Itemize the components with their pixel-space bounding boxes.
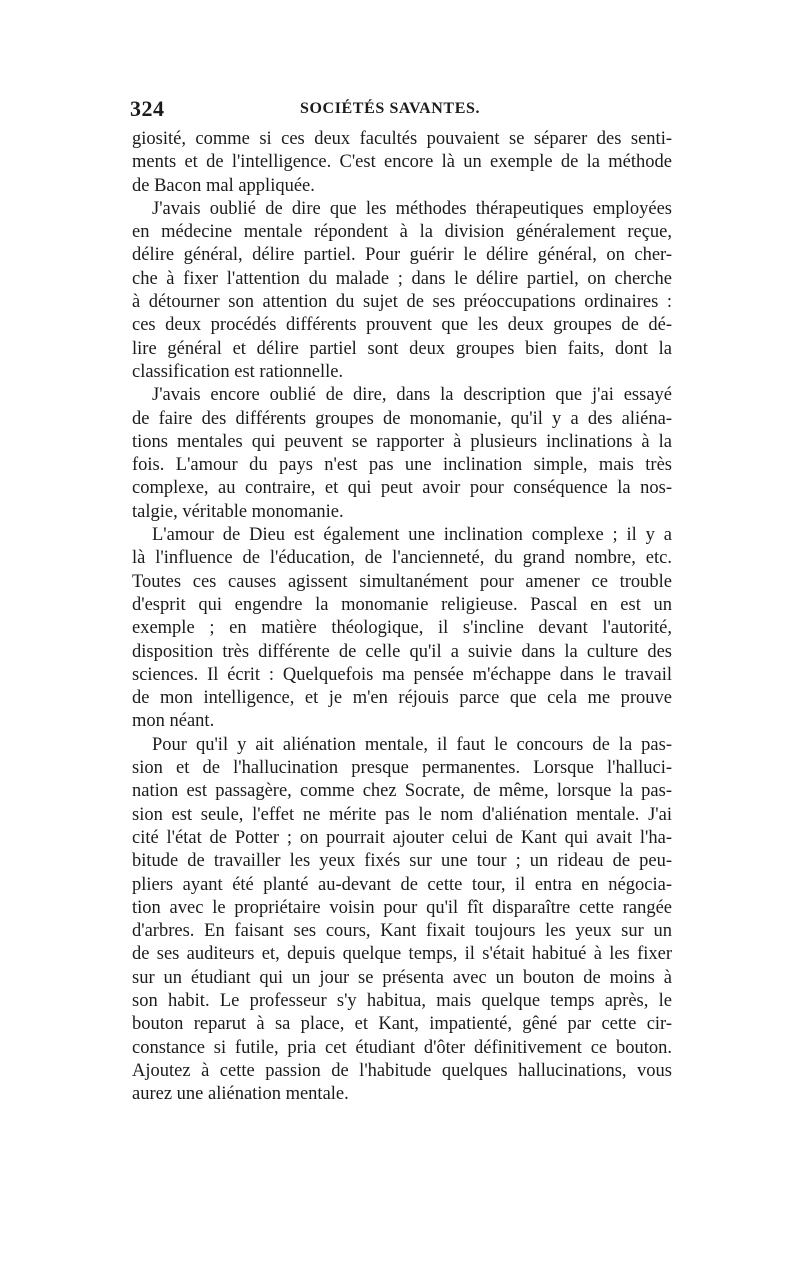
- text-line: Toutes ces causes agissent simultanément pour amener ce trouble: [132, 571, 672, 592]
- text-line: ments et de l'intelligence. C'est encore là un exemple de la méthode: [132, 152, 672, 173]
- text-line: mon néant.: [132, 711, 215, 732]
- text-line: sciences. Il écrit : Quelquefois ma pensée m'échappe dans le travail: [132, 664, 672, 685]
- text-line: sion et de l'hallucination presque permanentes. Lorsque l'halluci-: [132, 758, 672, 779]
- page-number: 324: [130, 96, 165, 121]
- text-line: cité l'état de Potter ; on pourrait ajouter celui de Kant qui avait l'ha-: [132, 827, 672, 848]
- text-line: L'amour de Dieu est également une inclination complexe ; il y a: [152, 525, 672, 546]
- text-line: fois. L'amour du pays n'est pas une inclination simple, mais très: [132, 455, 672, 476]
- text-line: pliers ayant été planté au-devant de cette tour, il entra en négocia-: [132, 874, 672, 895]
- text-line: che à fixer l'attention du malade ; dans le délire partiel, on cherche: [132, 268, 672, 289]
- text-line: Ajoutez à cette passion de l'habitude quelques hallucinations, vous: [132, 1060, 672, 1081]
- text-line: à détourner son attention du sujet de ses préoccupations ordinaires :: [132, 292, 672, 313]
- text-line: nation est passagère, comme chez Socrate, de même, lorsque la pas-: [132, 781, 672, 802]
- text-line: de mon intelligence, et je m'en réjouis parce que cela me prouve: [132, 688, 672, 709]
- text-line: délire général, délire partiel. Pour guérir le délire général, on cher-: [132, 245, 672, 266]
- text-line: de ses auditeurs et, depuis quelque temps, il s'était habitué à les fixer: [132, 944, 672, 965]
- text-line: d'esprit qui engendre la monomanie religieuse. Pascal en est un: [132, 594, 672, 615]
- text-line: tions mentales qui peuvent se rapporter à plusieurs inclinations à la: [132, 431, 672, 452]
- text-line: là l'influence de l'éducation, de l'ancienneté, du grand nombre, etc.: [132, 548, 672, 569]
- text-line: J'avais oublié de dire que les méthodes thérapeutiques employées: [152, 198, 672, 219]
- text-line: en médecine mentale répondent à la division généralement reçue,: [132, 222, 672, 243]
- text-line: ces deux procédés différents prouvent que les deux groupes de dé-: [132, 315, 672, 336]
- text-line: lire général et délire partiel sont deux groupes bien faits, dont la: [132, 338, 672, 359]
- text-line: bitude de travailler les yeux fixés sur une tour ; un rideau de peu-: [132, 851, 672, 872]
- text-line: classification est rationnelle.: [132, 361, 344, 382]
- text-line: talgie, véritable monomanie.: [132, 501, 344, 522]
- text-line: aurez une aliénation mentale.: [132, 1084, 349, 1105]
- text-line: d'arbres. En faisant ses cours, Kant fixait toujours les yeux sur un: [132, 921, 672, 942]
- text-line: disposition très différente de celle qu'il a suivie dans la culture des: [132, 641, 672, 662]
- text-line: complexe, au contraire, et qui peut avoir pour conséquence la nos-: [132, 478, 672, 499]
- text-line: sion est seule, l'effet ne mérite pas le nom d'aliénation mentale. J'ai: [132, 804, 672, 825]
- text-line: son habit. Le professeur s'y habitua, mais quelque temps après, le: [132, 990, 672, 1011]
- text-line: de Bacon mal appliquée.: [132, 175, 315, 196]
- text-line: constance si futile, pria cet étudiant d'ôter définitivement ce bouton.: [132, 1037, 672, 1058]
- text-line: J'avais encore oublié de dire, dans la description que j'ai essayé: [152, 385, 672, 406]
- text-line: tion avec le propriétaire voisin pour qu'il fît disparaître cette rangée: [132, 897, 672, 918]
- body-text: [132, 128, 672, 1106]
- running-head: SOCIÉTÉS SAVANTES.: [300, 100, 481, 117]
- text-line: bouton reparut à sa place, et Kant, impatienté, gêné par cette cir-: [132, 1014, 672, 1035]
- text-line: Pour qu'il y ait aliénation mentale, il faut le concours de la pas-: [152, 734, 672, 755]
- text-line: de faire des différents groupes de monomanie, qu'il y a des aliéna-: [132, 408, 672, 429]
- text-line: exemple ; en matière théologique, il s'incline devant l'autorité,: [132, 618, 672, 639]
- page-header: [130, 96, 675, 126]
- text-line: giosité, comme si ces deux facultés pouvaient se séparer des senti-: [132, 129, 672, 149]
- text-line: sur un étudiant qui un jour se présenta avec un bouton de moins à: [132, 967, 672, 988]
